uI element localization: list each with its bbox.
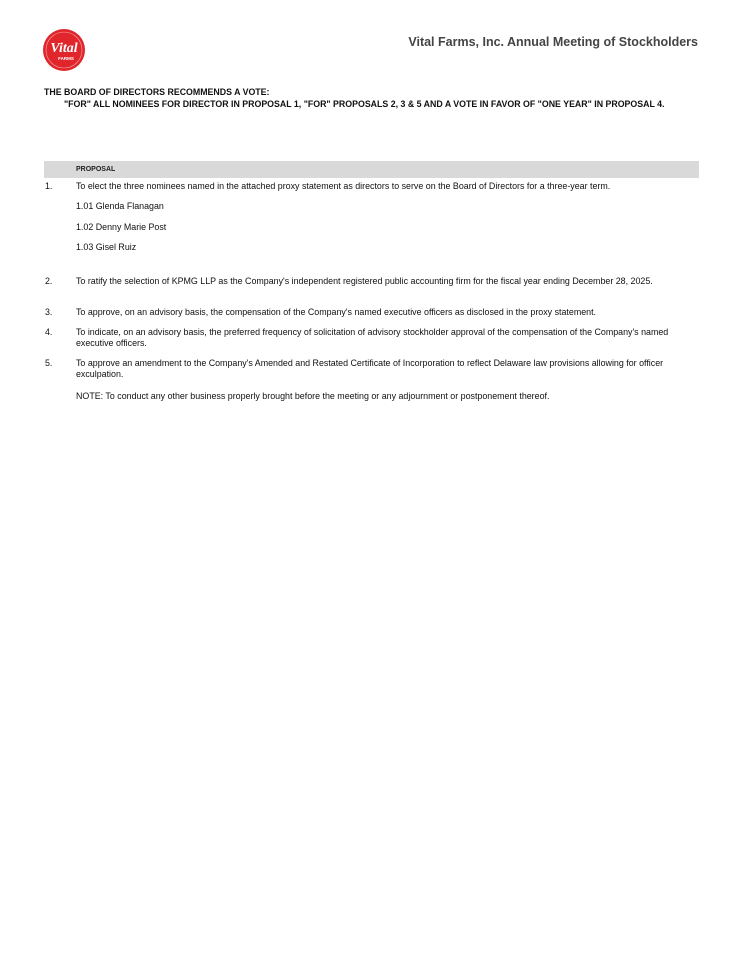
proposal-number: 4.: [45, 327, 53, 337]
proposal-text: To approve an amendment to the Company's Amended and Restated Certificate of Incorporation to reflect Delaware law provisions allowing for officer exculpation.: [76, 358, 664, 379]
logo-subtext: FARMS: [58, 56, 74, 61]
proposal-text: To indicate, on an advisory basis, the preferred frequency of solicitation of advisory stockholder approval of the compensation of the Company's named executive officers.: [76, 327, 669, 348]
proposal-number: 5.: [45, 358, 53, 368]
nominee-1: 1.01 Glenda Flanagan: [76, 201, 164, 211]
proposal-text: To approve, on an advisory basis, the compensation of the Company's named executive officers as disclosed in the proxy statement.: [76, 307, 597, 317]
proposal-number: 1.: [45, 181, 53, 191]
proposal-header-bar: [44, 161, 699, 178]
proposal-number: 2.: [45, 276, 53, 286]
recommendation-line-1: THE BOARD OF DIRECTORS RECOMMENDS A VOTE:: [44, 87, 270, 97]
nominee-2: 1.02 Denny Marie Post: [76, 222, 167, 232]
nominee-3: 1.03 Gisel Ruiz: [76, 242, 137, 252]
board-recommendation: [44, 86, 684, 110]
page-title: Vital Farms, Inc. Annual Meeting of Stockholders: [408, 35, 698, 49]
note-text: NOTE: To conduct any other business properly brought before the meeting or any adjournment or postponement thereof.: [76, 391, 550, 401]
vital-farms-logo: [42, 28, 86, 72]
proposal-text: To elect the three nominees named in the attached proxy statement as directors to serve on the Board of Directors for a three-year term.: [76, 181, 611, 191]
proposal-header-label: PROPOSAL: [76, 166, 116, 173]
recommendation-line-2: "FOR" ALL NOMINEES FOR DIRECTOR IN PROPOSAL 1, "FOR" PROPOSALS 2, 3 & 5 AND A VOTE IN FAVOR OF "ONE YEAR" IN PROPOSAL 4.: [64, 99, 665, 109]
logo-text: Vital: [50, 41, 78, 56]
proposal-number: 3.: [45, 307, 53, 317]
proposal-text: To ratify the selection of KPMG LLP as the Company's independent registered public accounting firm for the fiscal year ending December 28, 2025.: [76, 276, 653, 286]
